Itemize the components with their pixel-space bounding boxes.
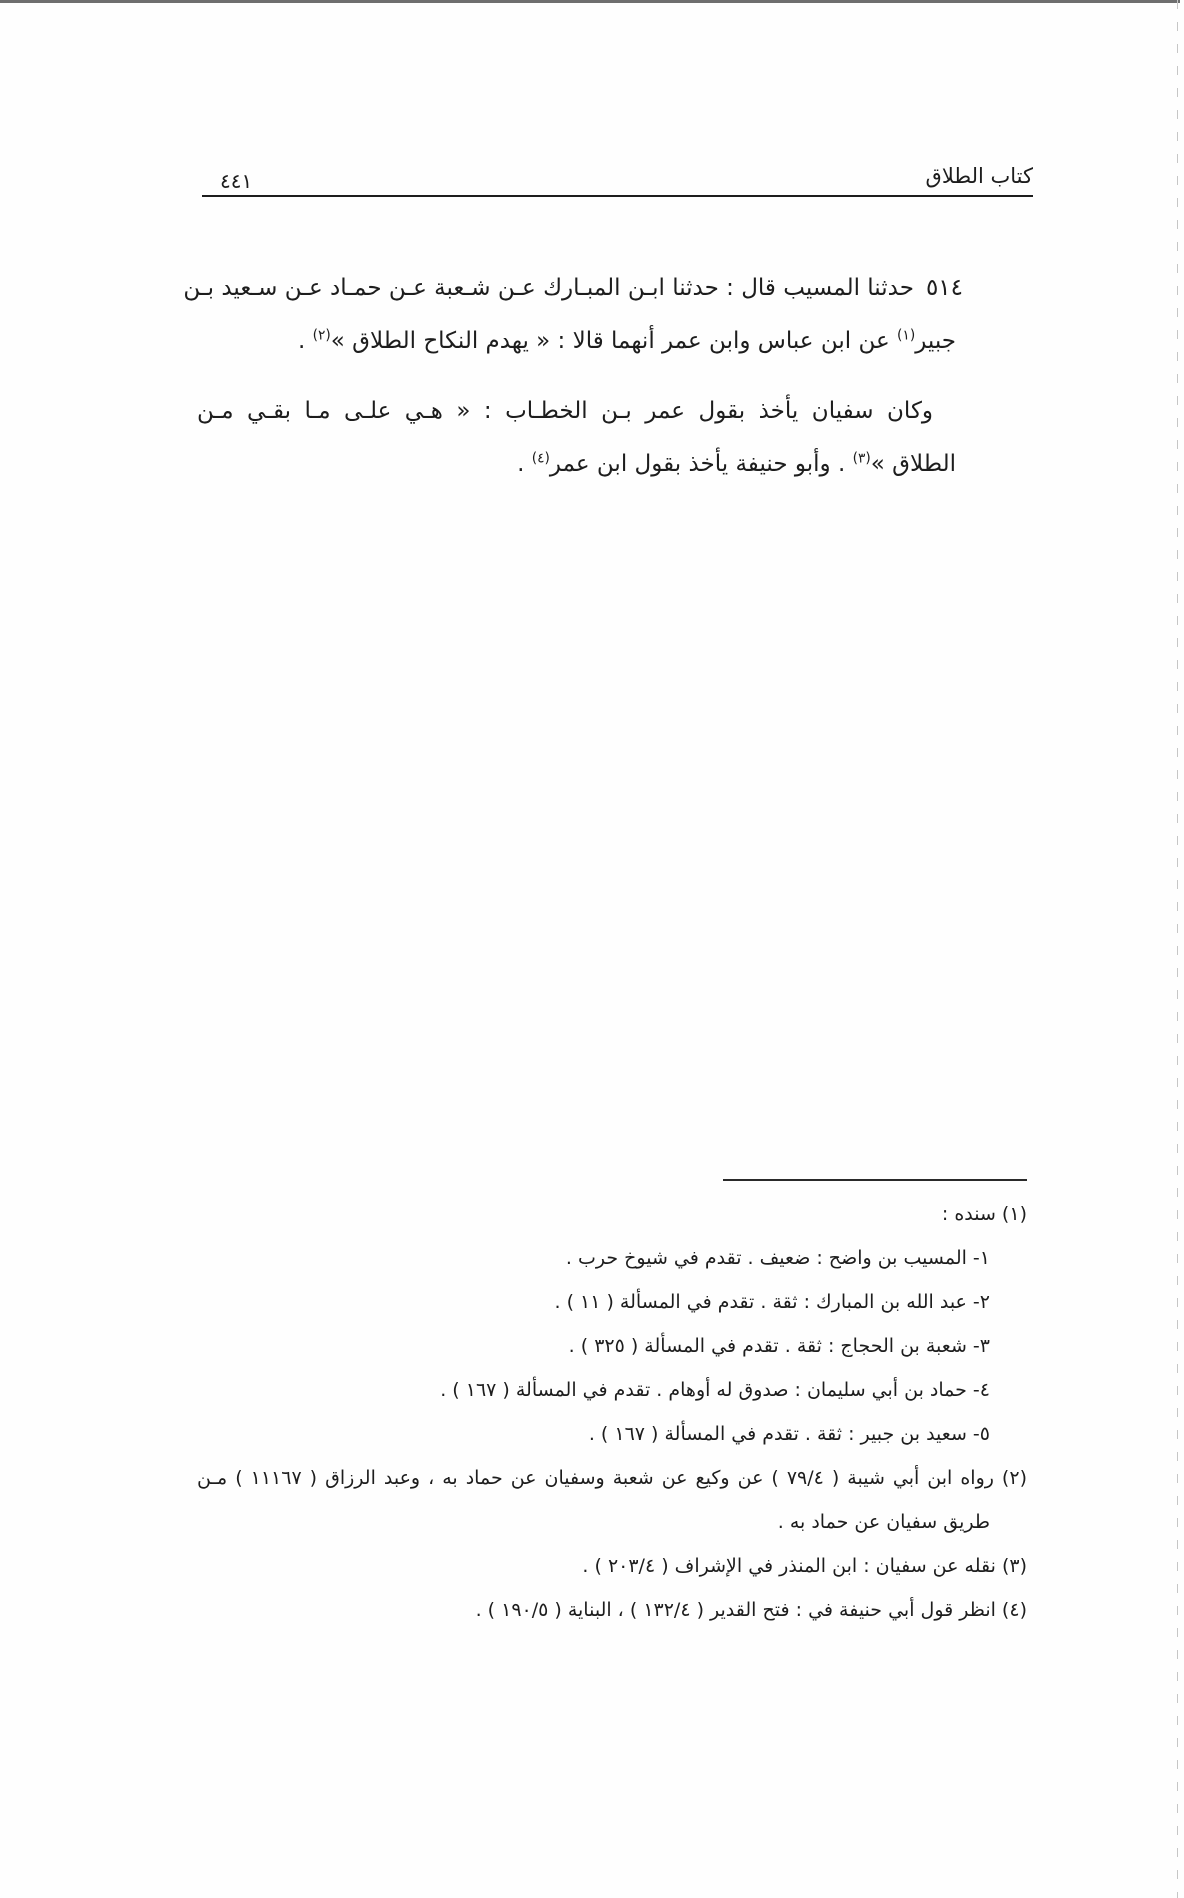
paragraph-1	[183, 262, 963, 368]
body-text: . وأبو حنيفة يأخذ بقول ابن عمر	[549, 451, 853, 477]
body-line-4	[197, 438, 963, 491]
footnote-1-item: ٢- عبد الله بن المبارك : ثقة . تقدم في المسألة ( ١١ ) .	[554, 1291, 990, 1313]
footnote-1-item: ٤- حماد بن أبي سليمان : صدوق له أوهام . تقدم في المسألة ( ١٦٧ ) .	[440, 1379, 990, 1401]
footnote-2-line-2: طريق سفيان عن حماد به .	[777, 1511, 990, 1533]
body-line-2	[197, 315, 963, 368]
footnote-4: (٤) انظر قول أبي حنيفة في : فتح القدير ( ١٣٢/٤ ) ، البناية ( ١٩٠/٥ ) .	[475, 1599, 1027, 1621]
running-title: كتاب الطلاق	[925, 164, 1033, 188]
footnote-2-line-1: (٢) رواه ابن أبي شيبة ( ٧٩/٤ ) عن وكيع عن شعبة وسفيان عن حماد به ، وعبد الرزاق ( ١١١٦٧ ) مـن	[197, 1467, 1027, 1489]
footnote-1-item: ١- المسيب بن واضح : ضعيف . تقدم في شيوخ حرب .	[565, 1247, 990, 1269]
footnote-1-item: ٥- سعيد بن جبير : ثقة . تقدم في المسألة ( ١٦٧ ) .	[588, 1423, 990, 1445]
scan-edge-top	[0, 0, 1180, 3]
page-header	[202, 157, 1033, 197]
footnote-ref-1: (١)	[897, 327, 916, 344]
footnotes	[197, 1192, 1027, 1632]
entry-number: ٥١٤	[925, 275, 963, 301]
footnote-ref-2: (٢)	[312, 327, 331, 344]
scan-edge-right	[1177, 0, 1178, 1898]
footnote-3: (٣) نقله عن سفيان : ابن المنذر في الإشراف ( ٢٠٣/٤ ) .	[582, 1555, 1027, 1577]
body-line-1	[183, 262, 963, 315]
body-text: حدثنا المسيب قال : حدثنا ابـن المبـارك عـن شـعبة عـن حمـاد عـن سـعيد بـن	[183, 275, 914, 301]
footnote-ref-3: (٣)	[852, 450, 871, 467]
body-text: الطلاق »	[870, 451, 956, 477]
body-text: وكان سفيان يأخذ بقول عمر بـن الخطـاب : « هـي علـى مـا بقـي مـن	[197, 398, 933, 424]
body-text: .	[517, 451, 532, 477]
footnote-1-title: (١) سنده :	[941, 1203, 1027, 1225]
body-text: عن ابن عباس وابن عمر أنهما قالا : « يهدم النكاح الطلاق »	[330, 328, 897, 354]
footnote-separator	[723, 1179, 1027, 1181]
page-number: ٤٤١	[220, 169, 253, 193]
main-text	[183, 262, 963, 491]
footnote-ref-4: (٤)	[531, 450, 550, 467]
paragraph-2	[197, 385, 963, 491]
body-text: .	[297, 328, 313, 354]
body-line-3	[197, 385, 963, 438]
body-text: جبير	[915, 328, 956, 354]
footnote-1-item: ٣- شعبة بن الحجاج : ثقة . تقدم في المسألة ( ٣٢٥ ) .	[568, 1335, 990, 1357]
